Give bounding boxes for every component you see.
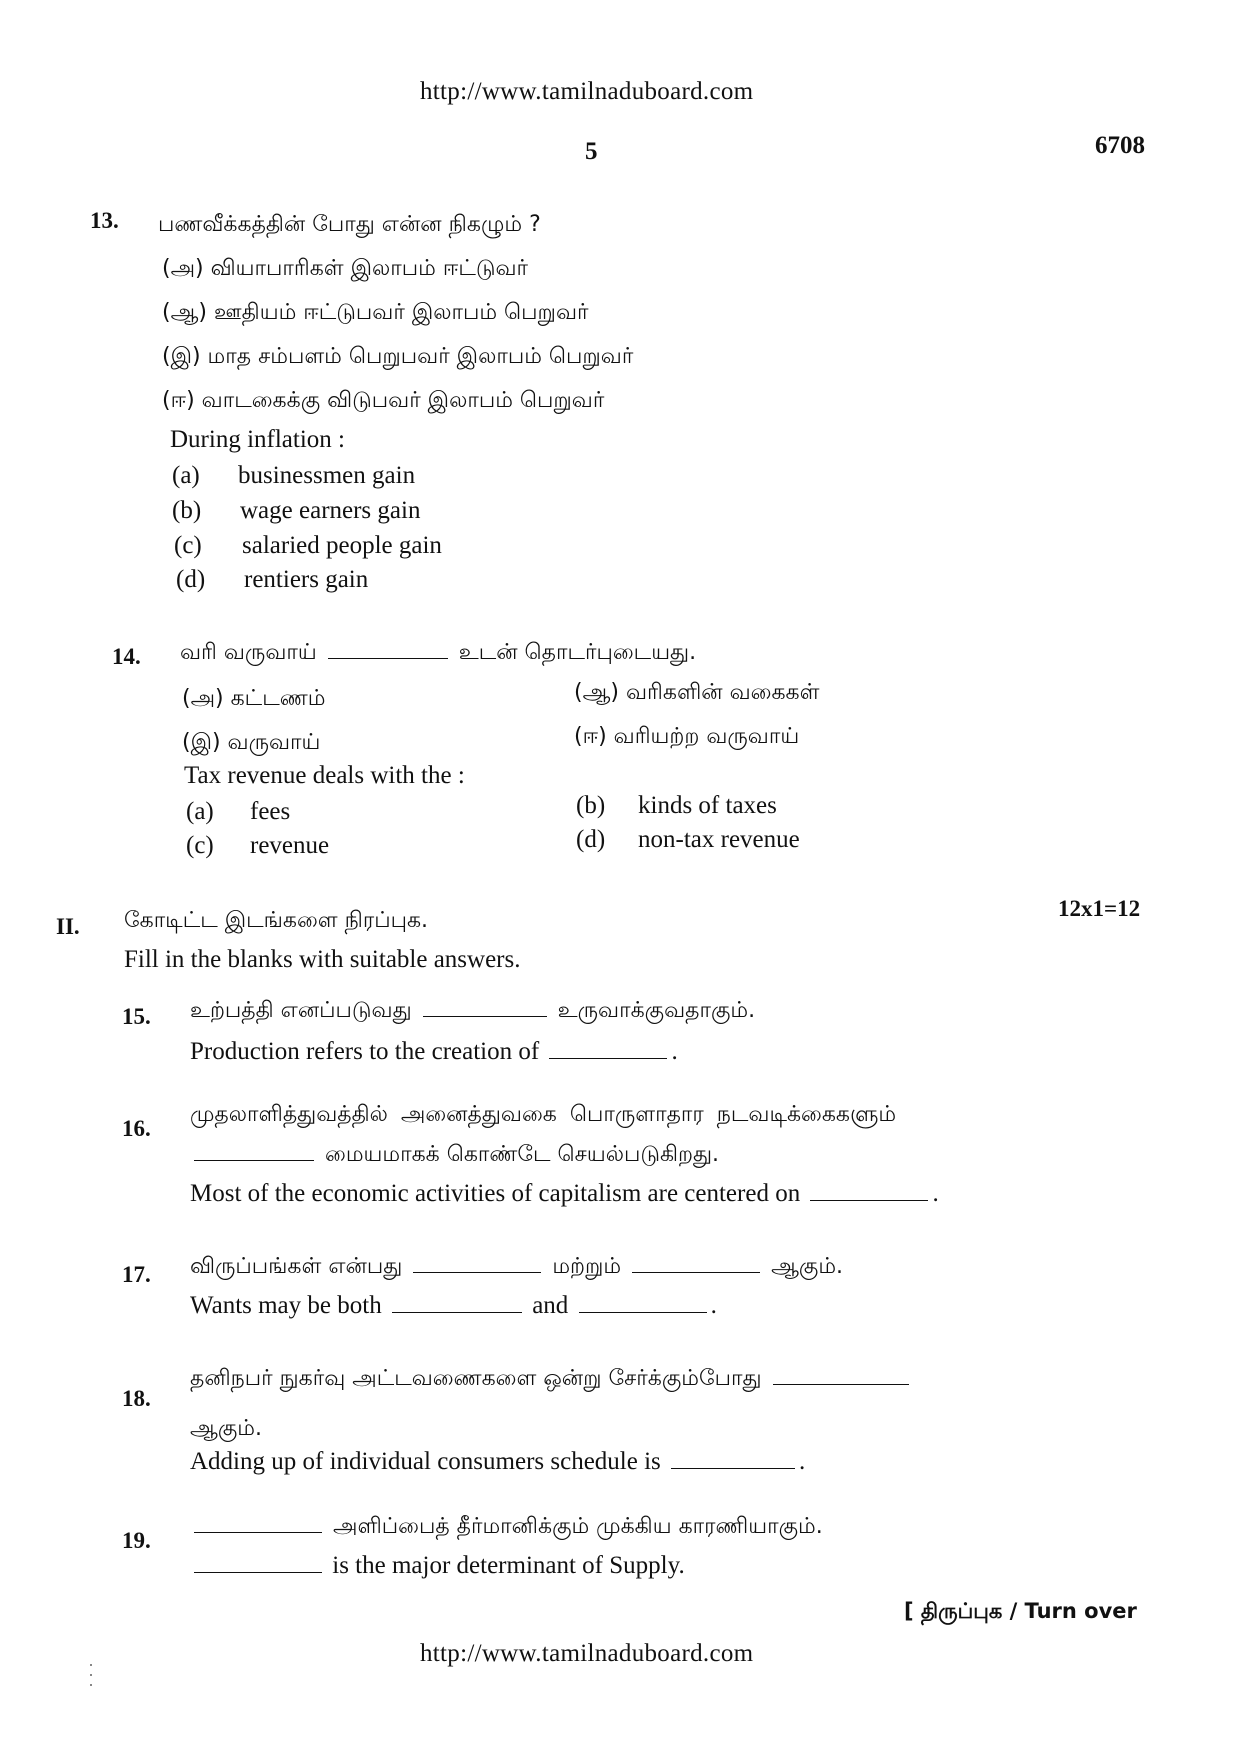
answer-blank	[773, 1383, 909, 1385]
q19-english-post: is the major determinant of Supply.	[332, 1552, 685, 1579]
scan-speck	[90, 1684, 92, 1686]
q14-tamil-option-c: (இ) வருவாய்	[182, 730, 321, 755]
q16-english-pre: Most of the economic activities of capitalism are centered on	[190, 1180, 801, 1207]
answer-blank	[194, 1159, 314, 1161]
q14-tamil-pre: வரி வருவாய்	[180, 640, 317, 665]
q16-english-post: .	[932, 1180, 939, 1207]
header-url: http://www.tamilnaduboard.com	[420, 78, 754, 105]
q18-english-line	[190, 1448, 805, 1476]
q18-english-post: .	[799, 1448, 806, 1475]
q17-tamil-line	[190, 1254, 843, 1282]
q13-tamil-question: பணவீக்கத்தின் போது என்ன நிகழும் ?	[158, 212, 541, 237]
q17-tamil-mid: மற்றும்	[552, 1254, 622, 1279]
scan-speck	[90, 1674, 92, 1676]
section-tamil-heading: கோடிட்ட இடங்களை நிரப்புக.	[124, 908, 429, 933]
question-number-13: 13.	[90, 208, 119, 233]
answer-blank	[671, 1467, 795, 1469]
q14-option-c-label: (c)	[186, 832, 214, 859]
question-number-16: 16.	[122, 1116, 151, 1141]
question-number-19: 19.	[122, 1528, 151, 1553]
turn-over-note	[904, 1598, 1137, 1626]
scan-speck	[90, 1664, 92, 1666]
q18-english-pre: Adding up of individual consumers schedule is	[190, 1448, 661, 1475]
q16-tamil-post: மையமாகக் கொண்டே செயல்படுகிறது.	[325, 1142, 720, 1167]
q14-tamil-post: உடன் தொடர்புடையது.	[458, 640, 697, 665]
turn-over-text: [ திருப்புக / Turn over	[904, 1599, 1137, 1623]
answer-blank	[579, 1311, 707, 1313]
q13-option-b-label: (b)	[172, 497, 202, 524]
q17-english-line	[190, 1292, 717, 1320]
q14-tamil-option-d: (ஈ) வரியற்ற வருவாய்	[574, 724, 800, 749]
q17-tamil-pre: விருப்பங்கள் என்பது	[190, 1254, 403, 1279]
q14-tamil-option-a: (அ) கட்டணம்	[182, 686, 326, 711]
q14-option-d-text: non-tax revenue	[638, 826, 800, 853]
q13-option-d-label: (d)	[176, 566, 206, 593]
q14-tamil-question	[180, 640, 696, 668]
q13-tamil-option-a: (அ) வியாபாரிகள் இலாபம் ஈட்டுவர்	[162, 256, 529, 281]
q14-option-b-text: kinds of taxes	[638, 792, 777, 819]
paper-code: 6708	[1095, 132, 1145, 159]
q13-option-c-text: salaried people gain	[242, 532, 442, 559]
page-number: 5	[585, 138, 598, 165]
q17-english-post: .	[710, 1292, 717, 1319]
q13-option-a-label: (a)	[172, 462, 200, 489]
q18-tamil-line-2: ஆகும்.	[190, 1416, 262, 1441]
answer-blank	[413, 1271, 541, 1273]
q17-english-mid: and	[532, 1292, 569, 1319]
q14-option-a-label: (a)	[186, 798, 214, 825]
question-number-17: 17.	[122, 1262, 151, 1287]
answer-blank	[194, 1571, 322, 1573]
q17-tamil-post: ஆகும்.	[771, 1254, 844, 1279]
question-number-15: 15.	[122, 1004, 151, 1029]
q13-tamil-option-c: (இ) மாத சம்பளம் பெறுபவர் இலாபம் பெறுவர்	[162, 344, 634, 369]
q18-tamil-text: தனிநபர் நுகர்வு அட்டவணைகளை ஒன்று சேர்க்கும்போது	[190, 1366, 762, 1391]
q19-english-line	[190, 1552, 685, 1580]
q16-english-line	[190, 1180, 939, 1208]
q15-tamil-post: உருவாக்குவதாகும்.	[557, 998, 756, 1023]
q13-option-d-text: rentiers gain	[244, 566, 369, 593]
section-roman-numeral: II.	[56, 914, 80, 939]
q13-tamil-option-b: (ஆ) ஊதியம் ஈட்டுபவர் இலாபம் பெறுவர்	[162, 300, 589, 325]
answer-blank	[549, 1057, 667, 1059]
q15-tamil-pre: உற்பத்தி எனப்படுவது	[190, 998, 412, 1023]
q13-option-c-label: (c)	[174, 532, 202, 559]
answer-blank	[810, 1199, 928, 1201]
q16-tamil-line-1: முதலாளித்துவத்தில் அனைத்துவகை பொருளாதார நடவடிக்கைகளும்	[190, 1102, 897, 1127]
q13-tamil-option-d: (ஈ) வாடகைக்கு விடுபவர் இலாபம் பெறுவர்	[162, 388, 605, 413]
answer-blank	[194, 1531, 322, 1533]
q19-tamil-post: அளிப்பைத் தீர்மானிக்கும் முக்கிய காரணியாகும்.	[333, 1514, 823, 1539]
q13-option-b-text: wage earners gain	[240, 497, 421, 524]
answer-blank	[328, 657, 448, 659]
question-number-14: 14.	[112, 644, 141, 669]
section-marks: 12x1=12	[1058, 896, 1141, 921]
q18-tamil-line-1	[190, 1366, 913, 1394]
q15-english-line	[190, 1038, 678, 1066]
answer-blank	[423, 1015, 547, 1017]
q14-option-c-text: revenue	[250, 832, 330, 859]
q17-english-pre: Wants may be both	[190, 1292, 382, 1319]
answer-blank	[392, 1311, 522, 1313]
q15-english-post: .	[671, 1038, 678, 1065]
q14-english-question: Tax revenue deals with the :	[184, 762, 465, 789]
q13-option-a-text: businessmen gain	[238, 462, 416, 489]
q19-tamil-line	[190, 1514, 823, 1542]
q15-tamil-line	[190, 998, 755, 1026]
section-english-heading: Fill in the blanks with suitable answers.	[124, 946, 521, 973]
q16-tamil-line-2	[190, 1142, 719, 1170]
q14-tamil-option-b: (ஆ) வரிகளின் வகைகள்	[574, 680, 820, 705]
answer-blank	[632, 1271, 760, 1273]
q14-option-b-label: (b)	[576, 792, 606, 819]
q14-option-a-text: fees	[250, 798, 291, 825]
q15-english-pre: Production refers to the creation of	[190, 1038, 540, 1065]
question-number-18: 18.	[122, 1386, 151, 1411]
q14-option-d-label: (d)	[576, 826, 606, 853]
footer-url: http://www.tamilnaduboard.com	[420, 1640, 754, 1667]
q13-english-question: During inflation :	[170, 426, 345, 453]
